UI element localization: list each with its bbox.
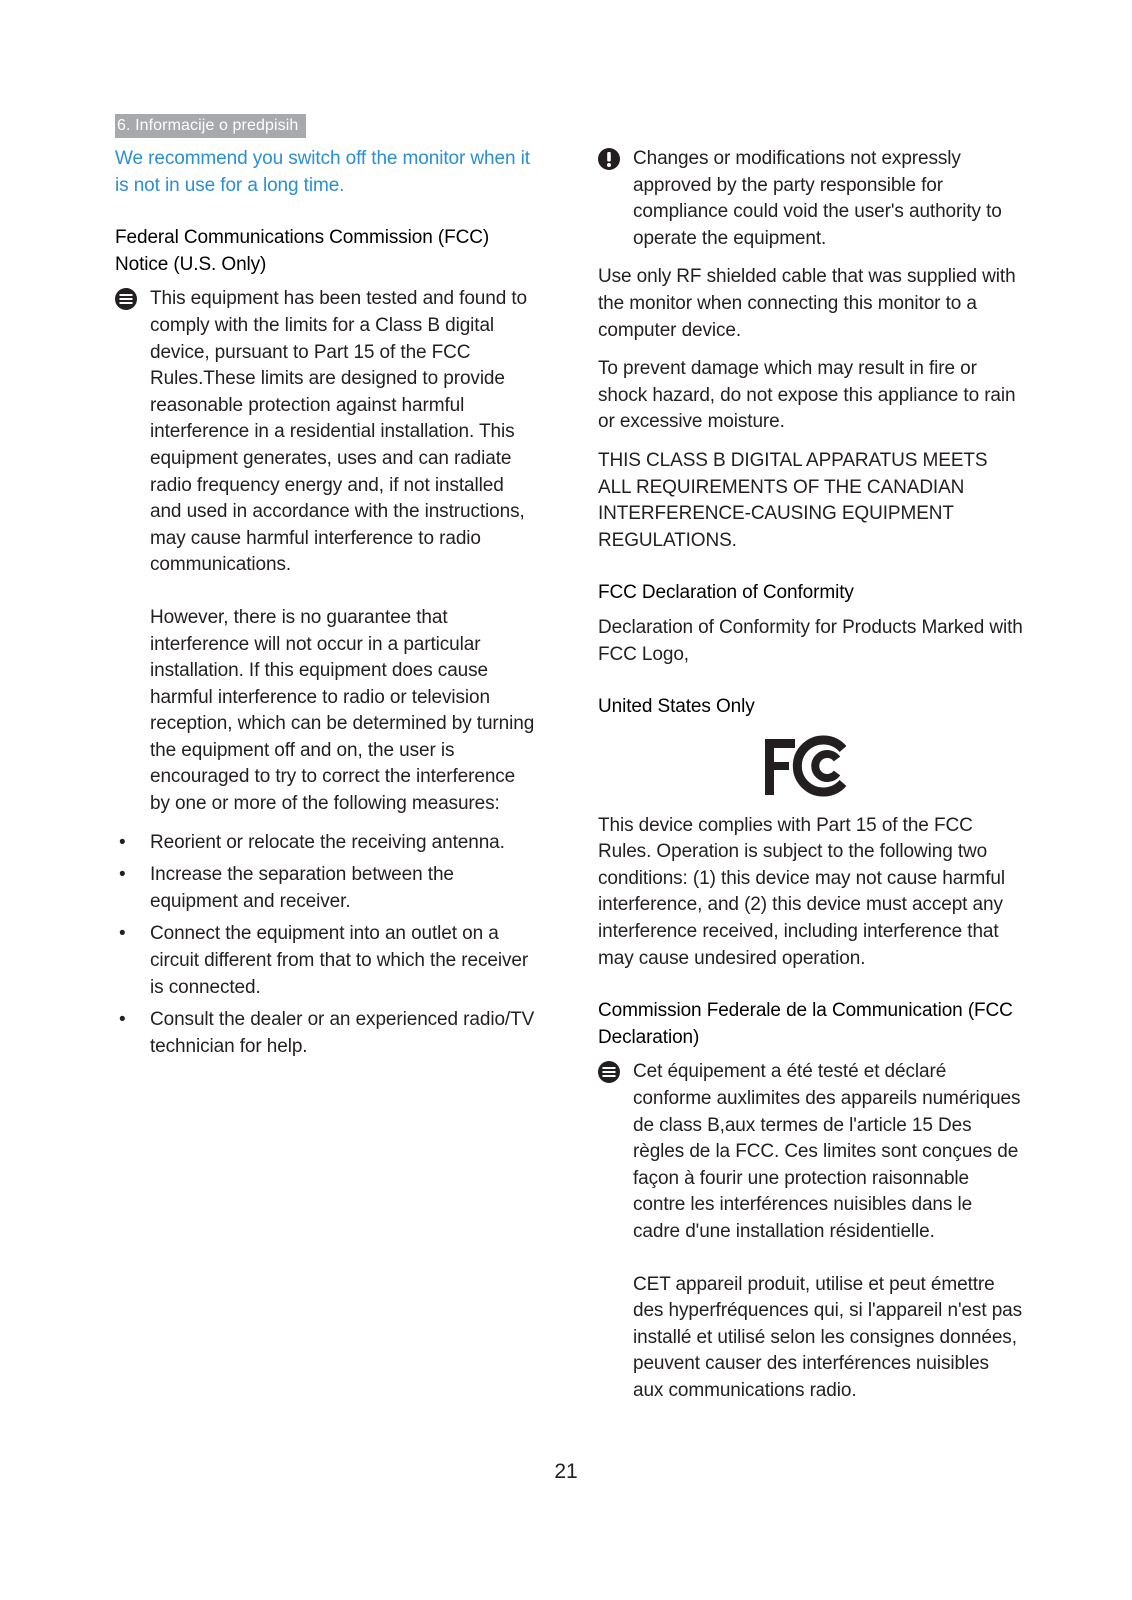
list-item-text: Reorient or relocate the receiving antenna. <box>150 831 505 853</box>
bullet-dot: • <box>119 923 126 945</box>
fcc-note-paragraph-1: This equipment has been tested and found to comply with the limits for a Class B digital device, pursuant to Part 15 of the FCC Rules.These limits are designed to provide reasonable protection against harmful interference in a residential installation. This equipment generates, uses and can radiate radio frequency energy and, if not installed and used in accordance with the instructions, may cause harmful interference to radio communications. <box>150 288 528 576</box>
list-item <box>115 921 535 1001</box>
us-only-heading: United States Only <box>598 696 755 718</box>
fcc-logo-icon <box>765 735 849 797</box>
warning-text: Changes or modifications not expressly approved by the party responsible for compliance could void the user's authority to operate the equipment. <box>633 148 1002 249</box>
fcc-note-paragraph-2: However, there is no guarantee that interference will not occur in a particular installation. If this equipment does cause harmful interference to radio or television reception, which can be determined by turning the equipment off and on, the user is encouraged to try to correct the interference by one or more of the following measures: <box>150 606 535 815</box>
french-paragraph-1: Cet équipement a été testé et déclaré conforme auxlimites des appareils numériques de class B,aux termes de l'article 15 Des règles de la FCC. Ces limites sont conçues de façon à fourir une protection raisonnable contre les interférences nuisibles dans le cadre d'une installation résidentielle. <box>633 1061 1021 1242</box>
list-item-text: Consult the dealer or an experienced radio/TV technician for help. <box>150 1009 535 1057</box>
list-item <box>115 1007 535 1060</box>
prevent-damage-text: To prevent damage which may result in fire or shock hazard, do not expose this appliance to rain or excessive moisture. <box>598 358 1016 433</box>
warning-icon <box>598 148 620 170</box>
list-item <box>115 830 535 857</box>
french-paragraph-2: CET appareil produit, utilise et peut émettre des hyperfréquences qui, si l'appareil n'est pas installé et utilisé selon les consignes données, peuvent causer des interférences nuisibles aux communications radio. <box>633 1273 1023 1401</box>
fcc-declaration-heading: FCC Declaration of Conformity <box>598 582 854 604</box>
recommend-text: We recommend you switch off the monitor when it is not in use for a long time. <box>115 148 530 196</box>
note-icon <box>115 288 137 310</box>
part15-text: This device complies with Part 15 of the FCC Rules. Operation is subject to the following two conditions: (1) this device may not cause harmful interference, and (2) this device must accept any interference received, including interference that may cause undesired operation. <box>598 814 1005 969</box>
french-note-block <box>598 1059 1023 1404</box>
section-tag: 6. Informacije o predpisih <box>115 114 306 138</box>
measures-list <box>115 830 535 1061</box>
bullet-dot: • <box>119 831 126 853</box>
note-icon <box>598 1061 620 1083</box>
fcc-logo <box>765 735 849 797</box>
bullet-dot: • <box>119 864 126 886</box>
list-item-text: Connect the equipment into an outlet on a circuit different from that to which the receiver is connected. <box>150 923 529 998</box>
list-item-text: Increase the separation between the equipment and receiver. <box>150 864 454 912</box>
bullet-dot: • <box>119 1009 126 1031</box>
french-heading: Commission Federale de la Communication (FCC Declaration) <box>598 1000 1013 1048</box>
fcc-note-block <box>115 286 535 817</box>
right-column <box>598 146 1023 1405</box>
page-number: 21 <box>554 1460 578 1483</box>
warning-block <box>598 146 1023 252</box>
left-column <box>115 146 535 1066</box>
canadian-regulation-text: THIS CLASS B DIGITAL APPARATUS MEETS ALL REQUIREMENTS OF THE CANADIAN INTERFERENCE-CAUSING EQUIPMENT REGULATIONS. <box>598 449 988 551</box>
fcc-declaration-text: Declaration of Conformity for Products Marked with FCC Logo, <box>598 616 1023 665</box>
fcc-notice-heading: Federal Communications Commission (FCC) Notice (U.S. Only) <box>115 227 490 275</box>
list-item <box>115 862 535 915</box>
rf-cable-text: Use only RF shielded cable that was supplied with the monitor when connecting this monitor to a computer device. <box>598 266 1016 341</box>
